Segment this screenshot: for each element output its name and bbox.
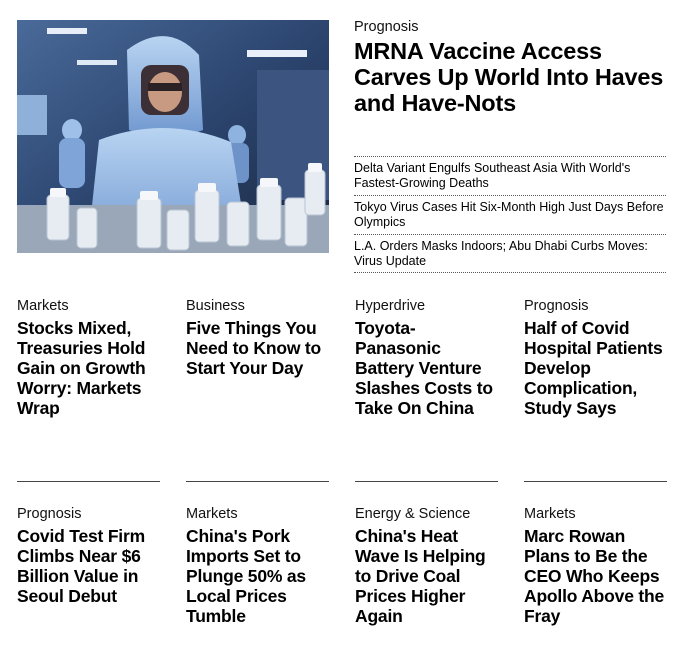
- related-link[interactable]: L.A. Orders Masks Indoors; Abu Dhabi Curbs Moves: Virus Update: [354, 234, 666, 273]
- story-headline[interactable]: Five Things You Need to Know to Start Your Day: [186, 318, 322, 378]
- story-headline[interactable]: China's Heat Wave Is Helping to Drive Coal Prices Higher Again: [355, 526, 486, 626]
- story-kicker[interactable]: Prognosis: [17, 506, 82, 522]
- divider: [17, 481, 160, 482]
- story-card: [524, 298, 667, 418]
- story-card: [186, 298, 329, 378]
- lead-story: [354, 19, 666, 116]
- story-kicker[interactable]: Prognosis: [524, 298, 589, 314]
- story-headline[interactable]: Toyota-Panasonic Battery Venture Slashes Costs to Take On China: [355, 318, 493, 418]
- story-card: [355, 506, 498, 626]
- story-headline[interactable]: Stocks Mixed, Treasuries Hold Gain on Growth Worry: Markets Wrap: [17, 318, 146, 418]
- story-kicker[interactable]: Markets: [186, 506, 238, 522]
- story-kicker[interactable]: Hyperdrive: [355, 298, 426, 314]
- story-card: [524, 506, 667, 626]
- story-headline[interactable]: Covid Test Firm Climbs Near $6 Billion Value in Seoul Debut: [17, 526, 145, 606]
- lead-kicker[interactable]: Prognosis: [354, 19, 419, 35]
- story-kicker[interactable]: Energy & Science: [355, 506, 471, 522]
- story-headline[interactable]: Marc Rowan Plans to Be the CEO Who Keeps Apollo Above the Fray: [524, 526, 665, 626]
- story-kicker[interactable]: Markets: [524, 506, 576, 522]
- story-card: [355, 298, 498, 418]
- divider: [355, 481, 498, 482]
- related-links: [354, 156, 666, 273]
- story-card: [17, 506, 160, 606]
- story-headline[interactable]: China's Pork Imports Set to Plunge 50% as Local Prices Tumble: [186, 526, 306, 626]
- hero-image[interactable]: [17, 20, 329, 253]
- story-kicker[interactable]: Business: [186, 298, 245, 314]
- story-headline[interactable]: Half of Covid Hospital Patients Develop Complication, Study Says: [524, 318, 663, 418]
- story-card: [17, 298, 160, 418]
- divider: [524, 481, 667, 482]
- related-link[interactable]: Delta Variant Engulfs Southeast Asia With World's Fastest-Growing Deaths: [354, 156, 666, 195]
- related-link[interactable]: Tokyo Virus Cases Hit Six-Month High Just Days Before Olympics: [354, 195, 666, 234]
- story-card: [186, 506, 329, 626]
- story-kicker[interactable]: Markets: [17, 298, 69, 314]
- lead-headline[interactable]: MRNA Vaccine Access Carves Up World Into Haves and Have-Nots: [354, 38, 664, 116]
- divider: [186, 481, 329, 482]
